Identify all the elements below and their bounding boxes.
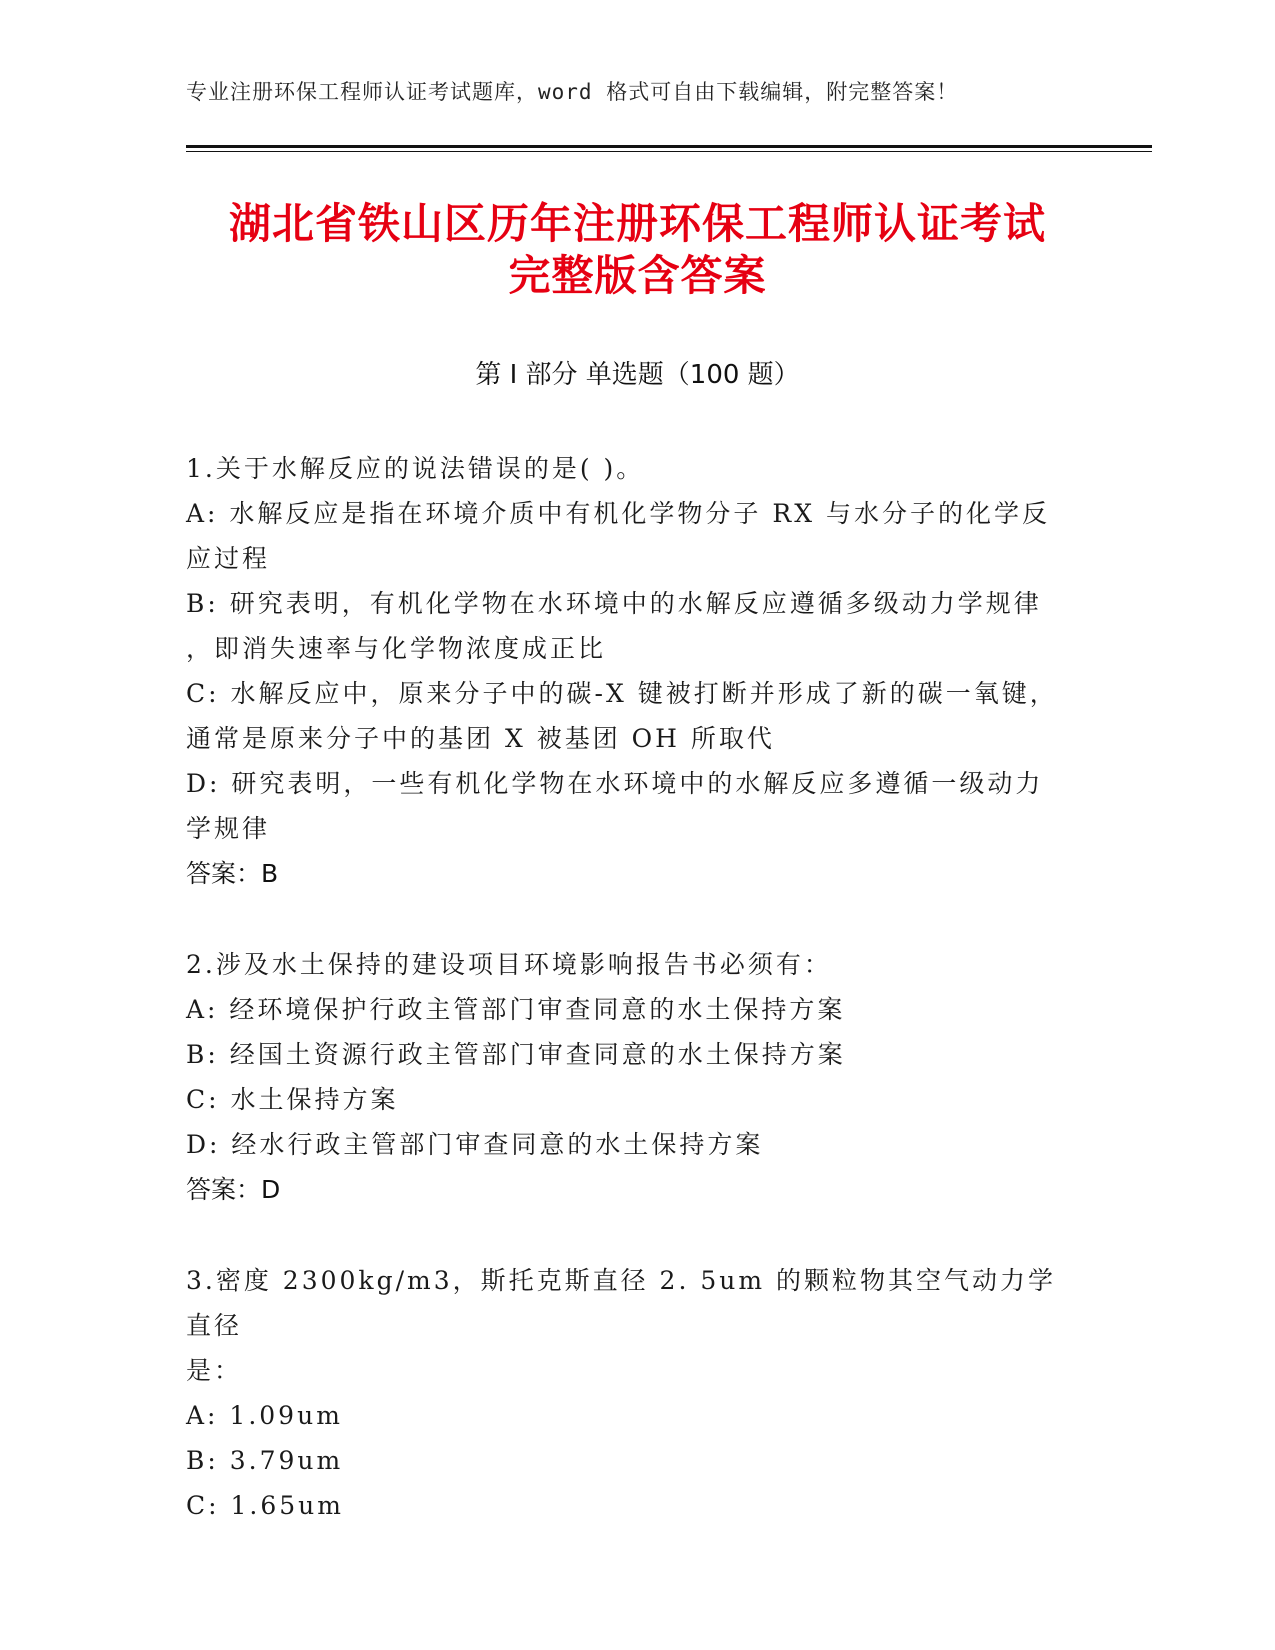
option-b: [186, 581, 1066, 671]
option-line: D: 研究表明，一些有机化学物在水环境中的水解反应多遵循一级动力: [186, 769, 1044, 798]
question-3: [186, 1258, 1066, 1528]
answer-line: 答案：D: [186, 1175, 281, 1204]
option-line: 应过程: [186, 544, 271, 573]
option-line: ，即消失速率与化学物浓度成正比: [186, 634, 607, 663]
question-list: [186, 446, 1066, 1574]
header-note: 专业注册环保工程师认证考试题库，word 格式可自由下载编辑，附完整答案！: [186, 80, 959, 104]
option-line: D: 经水行政主管部门审查同意的水土保持方案: [186, 1130, 764, 1159]
question-2: [186, 942, 1066, 1212]
option-line: A: 经环境保护行政主管部门审查同意的水土保持方案: [186, 995, 846, 1024]
option-d: [186, 761, 1066, 851]
option-line: B: 研究表明，有机化学物在水环境中的水解反应遵循多级动力学规律: [186, 589, 1042, 618]
title-line-1: 湖北省铁山区历年注册环保工程师认证考试: [228, 199, 1046, 248]
option-line: C: 水土保持方案: [186, 1085, 399, 1114]
option-d: [186, 1122, 1066, 1167]
option-line: B: 经国土资源行政主管部门审查同意的水土保持方案: [186, 1040, 846, 1069]
option-line: A: 1.09um: [186, 1401, 343, 1430]
option-a: [186, 1393, 1066, 1438]
option-line: 通常是原来分子中的基团 X 被基团 OH 所取代: [186, 724, 775, 753]
option-line: B: 3.79um: [186, 1446, 344, 1475]
option-line: 学规律: [186, 814, 271, 843]
option-line: C: 水解反应中，原来分子中的碳-X 键被打断并形成了新的碳一氧键，: [186, 679, 1058, 708]
option-c: [186, 1483, 1066, 1528]
option-b: [186, 1032, 1066, 1077]
option-c: [186, 671, 1066, 761]
document-title: [150, 198, 1125, 302]
option-line: A: 水解反应是指在环境介质中有机化学物分子 RX 与水分子的化学反: [186, 499, 1050, 528]
answer-line: 答案：B: [186, 859, 279, 888]
header-rule-thin: [186, 151, 1152, 152]
option-line: C: 1.65um: [186, 1491, 344, 1520]
option-c: [186, 1077, 1066, 1122]
option-a: [186, 491, 1066, 581]
question-stem-line: 3.密度 2300kg/m3，斯托克斯直径 2. 5um 的颗粒物其空气动力学直径: [186, 1266, 1057, 1340]
question-1: [186, 446, 1066, 896]
header-rule-thick: [186, 145, 1152, 148]
question-stem-line: 2.涉及水土保持的建设项目环境影响报告书必须有：: [186, 950, 832, 979]
question-stem-line: 是：: [186, 1356, 243, 1385]
question-stem-line: 1.关于水解反应的说法错误的是( )。: [186, 454, 645, 483]
option-b: [186, 1438, 1066, 1483]
title-line-2: 完整版含答案: [508, 251, 767, 300]
section-heading: 第 I 部分 单选题（100 题）: [475, 360, 800, 390]
option-a: [186, 987, 1066, 1032]
